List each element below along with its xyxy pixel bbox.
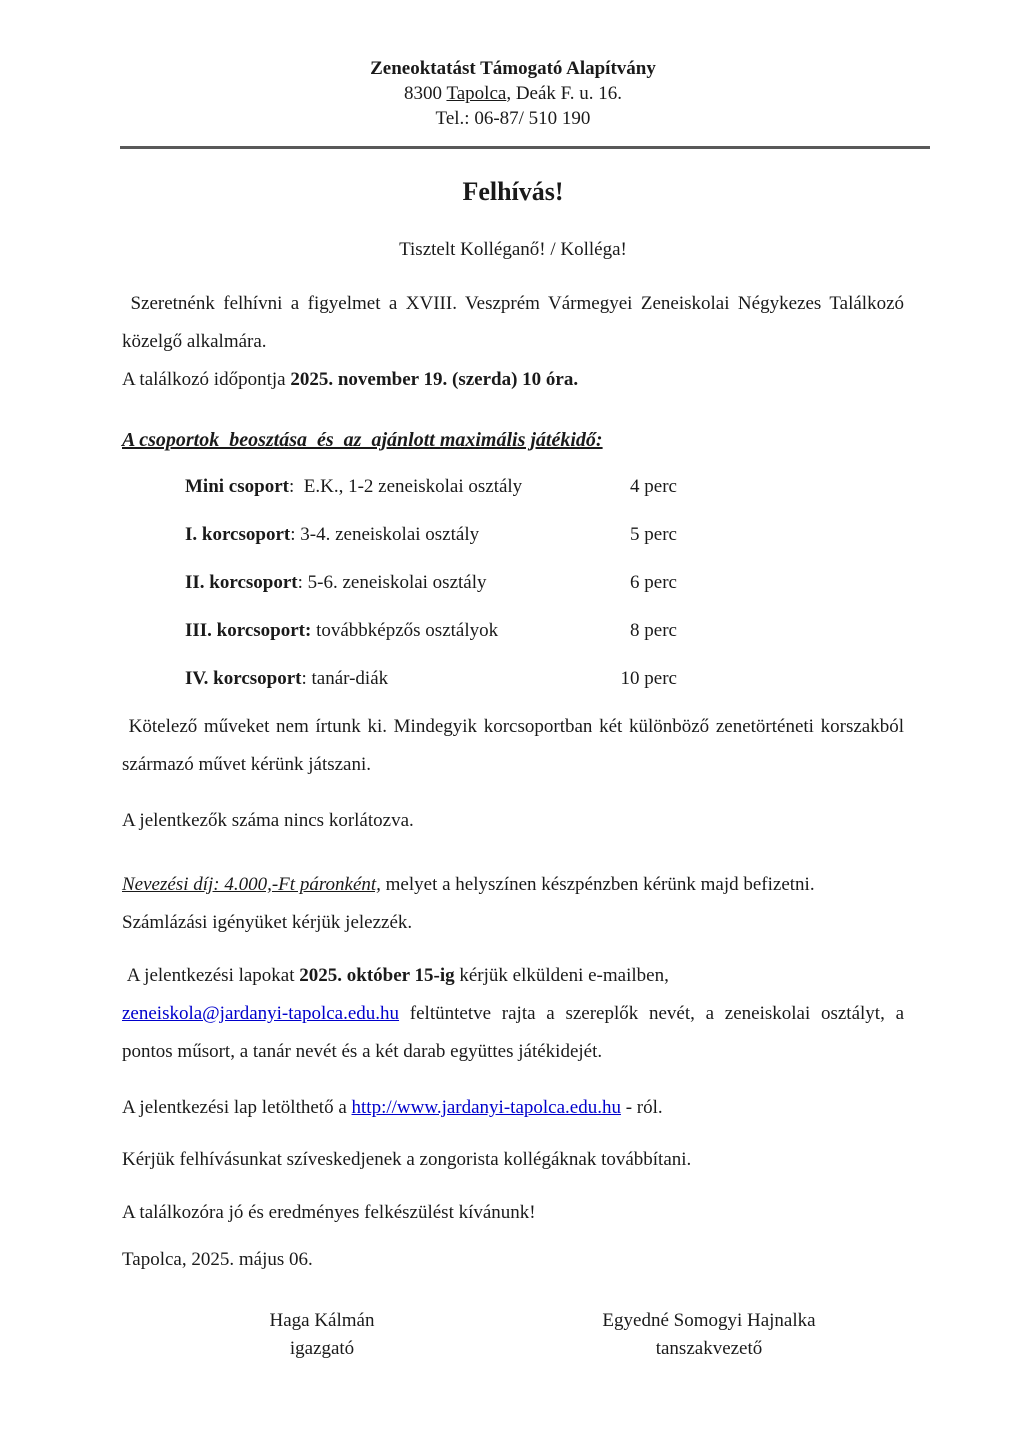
address-line [122, 81, 904, 106]
application-deadline: 2025. október 15-ig [299, 965, 455, 986]
signature-role: igazgató [289, 1338, 355, 1359]
group-time: 6 perc [630, 572, 677, 593]
header-divider [120, 146, 930, 149]
download-part2: - ról. [620, 1097, 663, 1118]
group-desc: : E.K., 1-2 zeneiskolai osztály [288, 476, 523, 497]
fee-rest: melyet a helyszínen készpénzben kérünk majd befizetni. [380, 874, 815, 895]
address-suffix: , Deák F. u. 16. [506, 83, 622, 104]
rules-paragraph: Kötelező műveket nem írtunk ki. Mindegyik korcsoportban két különböző zenetörténeti korszakból származó művet kérünk játszani. [122, 716, 909, 775]
signature-name: Egyedné Somogyi Hajnalka [602, 1310, 816, 1331]
group-desc: továbbképzős osztályok [311, 620, 499, 641]
group-row [185, 468, 904, 506]
group-time: 4 perc [630, 476, 677, 497]
group-label: Mini csoport [185, 476, 289, 497]
group-row [185, 612, 904, 650]
application-part2: kérjük elküldeni e-mailben, [454, 965, 669, 986]
dateline-paragraph: Tapolca, 2025. május 06. [122, 1249, 313, 1270]
download-part1: A jelentkezési lap letölthető a [122, 1097, 352, 1118]
letterhead [122, 56, 904, 131]
fee-emphasized: Nevezési díj: 4.000,-Ft páronként, [122, 874, 381, 895]
group-label: IV. korcsoport [185, 668, 302, 689]
org-name: Zeneoktatást Támogató Alapítvány [370, 58, 656, 79]
signature-role: tanszakvezető [655, 1338, 763, 1359]
wishes-paragraph: A találkozóra jó és eredményes felkészülést kívánunk! [122, 1202, 536, 1223]
intro-paragraph: Szeretnénk felhívni a figyelmet a XVIII. Veszprém Vármegyei Zeneiskolai Négykezes Találkozó közelgő alkalmára. [122, 293, 909, 352]
page-title: Felhívás! [462, 177, 564, 206]
phone-line: Tel.: 06-87/ 510 190 [435, 108, 591, 129]
group-label: I. korcsoport [185, 524, 291, 545]
application-part1: A jelentkezési lapokat [122, 965, 300, 986]
signature-right [544, 1307, 874, 1363]
group-row [185, 516, 904, 554]
group-list [122, 468, 904, 698]
meeting-date-value: 2025. november 19. (szerda) 10 óra. [290, 369, 579, 390]
group-desc: : 5-6. zeneiskolai osztály [297, 572, 487, 593]
salutation: Tisztelt Kolléganő! / Kolléga! [399, 239, 627, 260]
group-desc: : 3-4. zeneiskolai osztály [290, 524, 480, 545]
fee-paragraph [122, 866, 904, 942]
download-paragraph [122, 1089, 904, 1127]
application-part3: feltüntetve rajta a szereplők nevét, a zeneiskolai osztályt, a pontos műsort, a tanár nevét és a két darab együttes játékidejét. [122, 1003, 909, 1062]
signature-block [122, 1307, 904, 1363]
meeting-date-paragraph [122, 361, 904, 399]
group-row [185, 564, 904, 602]
email-link[interactable]: zeneiskola@jardanyi-tapolca.edu.hu [122, 1003, 400, 1024]
meeting-date-prefix: A találkozó időpontja [122, 369, 291, 390]
forward-paragraph: Kérjük felhívásunkat szíveskedjenek a zongorista kollégáknak továbbítani. [122, 1149, 692, 1170]
address-city: Tapolca [446, 83, 507, 104]
group-time: 8 perc [630, 620, 677, 641]
group-label: III. korcsoport: [185, 620, 312, 641]
group-row [185, 660, 904, 698]
address-prefix: 8300 [404, 83, 447, 104]
signature-name: Haga Kálmán [269, 1310, 375, 1331]
application-paragraph [122, 957, 909, 1071]
group-time: 10 perc [620, 668, 677, 689]
fee-line2: Számlázási igényüket kérjük jelezzék. [122, 912, 413, 933]
signature-left [172, 1307, 472, 1363]
applicants-paragraph: A jelentkezők száma nincs korlátozva. [122, 810, 414, 831]
group-desc: : tanár-diák [301, 668, 389, 689]
group-label: II. korcsoport [185, 572, 298, 593]
group-time: 5 perc [630, 524, 677, 545]
groups-heading: A csoportok beosztása és az ajánlott maximális játékidő: [122, 429, 603, 451]
website-link[interactable]: http://www.jardanyi-tapolca.edu.hu [351, 1097, 621, 1118]
